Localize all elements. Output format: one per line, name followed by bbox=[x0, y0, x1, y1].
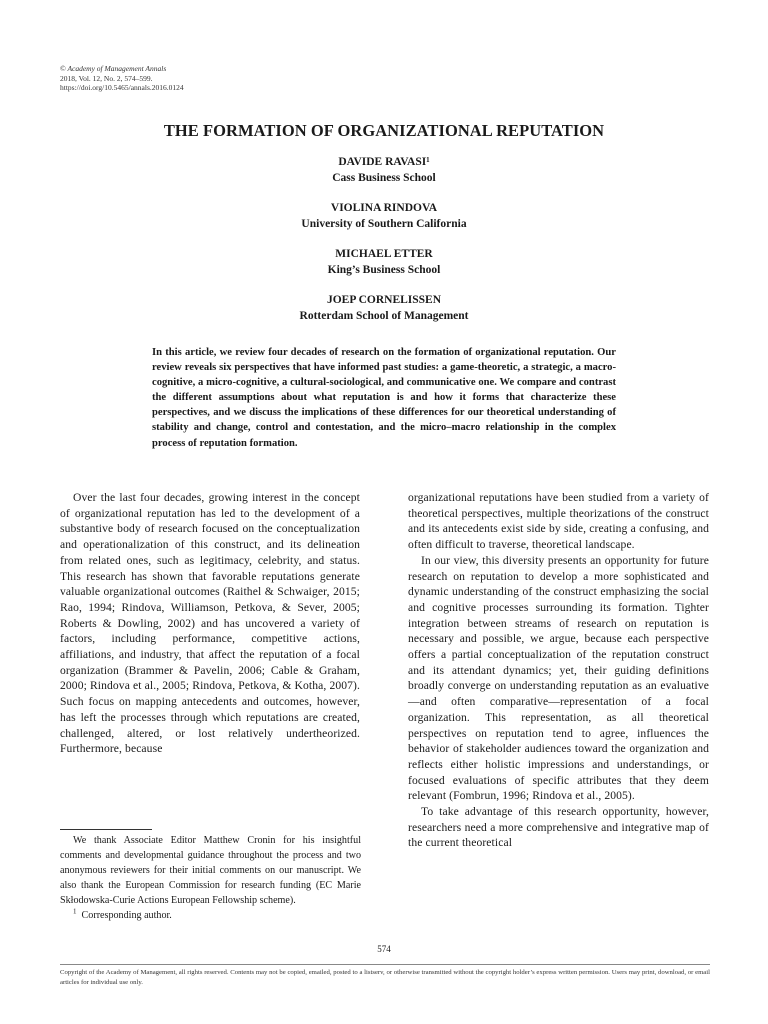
body-column-right bbox=[408, 490, 709, 851]
author-affiliation: King’s Business School bbox=[327, 263, 441, 276]
journal-name: © Academy of Management Annals bbox=[60, 64, 167, 73]
author-block bbox=[0, 247, 768, 278]
journal-info bbox=[60, 64, 184, 93]
copyright-notice: Copyright of the Academy of Management, all rights reserved. Contents may not be copied, emailed, posted to a listserv, or otherwise transmitted without the copyright holder’s express written permission. Users may print, download, or email articles for individual use only. bbox=[60, 964, 710, 987]
body-column-left bbox=[60, 490, 360, 757]
abstract: In this article, we review four decades of research on the formation of organizational reputation. Our review reveals six perspectives that have informed past studies: a game-theoretic, a strategic, a macro-cognitive, a micro-cognitive, a cultural-sociological, and communicative one. We compare and contrast the different assumptions about what reputation is and how it forms that characterize these perspectives, and we discuss the implications of these differences for our theoretical understanding of stability and change, control and contestation, and the micro–macro relationship in the complex process of reputation formation. bbox=[152, 347, 616, 449]
author-block bbox=[0, 201, 768, 232]
author-block bbox=[0, 293, 768, 324]
author-affiliation: Cass Business School bbox=[332, 171, 436, 184]
article-title: THE FORMATION OF ORGANIZATIONAL REPUTATION bbox=[163, 121, 605, 140]
page-number: 574 bbox=[377, 944, 391, 954]
corresponding-author-footnote bbox=[60, 908, 361, 923]
author-name: MICHAEL ETTER bbox=[335, 248, 433, 260]
author-name: VIOLINA RINDOVA bbox=[330, 202, 438, 214]
doi-link[interactable]: https://doi.org/10.5465/annals.2016.0124 bbox=[60, 83, 184, 93]
author-affiliation: University of Southern California bbox=[301, 217, 467, 230]
author-name: JOEP CORNELISSEN bbox=[326, 294, 442, 306]
body-paragraph: In our view, this diversity presents an opportunity for future research on reputation to develop a more sophisticated and dynamic understanding of the construct emphasizing the social and cognitive processes surrounding its formation. Tighter integration between streams of research on reputation is necessary and possible, we argue, because each perspective offers a partial conceptualization of the reputation construct and its attendant dynamics; yet, their guiding definitions broadly converge on understanding reputation as an evaluative—and often comparative—representation of a focal organization. This representation, as all theoretical perspectives on reputation tend to agree, influences the behavior of stakeholder audiences toward the organization and reflects either holistic impressions and understandings, or focused evaluations of specific attributes that they deem relevant (Fombrun, 1996; Rindova et al., 2005). bbox=[408, 553, 709, 803]
journal-volume: 2018, Vol. 12, No. 2, 574–599. bbox=[60, 73, 153, 83]
author-affiliation: Rotterdam School of Management bbox=[299, 309, 469, 322]
corresponding-author-text: Corresponding author. bbox=[81, 910, 172, 921]
footnote-marker: 1 bbox=[73, 907, 77, 916]
footnotes bbox=[60, 833, 361, 923]
acknowledgement-footnote: We thank Associate Editor Matthew Cronin for his insightful comments and developmental guidance throughout the process and two anonymous reviewers for their initial comments on our manuscript. We also thank the European Commission for research funding (EC Marie Skłodowska-Curie Actions European Fellowship scheme). bbox=[60, 835, 361, 906]
body-paragraph: To take advantage of this research opportunity, however, researchers need a more comprehensive and integrative map of the current theoretical bbox=[408, 805, 709, 850]
author-name: DAVIDE RAVASI¹ bbox=[338, 156, 430, 168]
body-paragraph: Over the last four decades, growing interest in the concept of organizational reputation has led to the development of a substantive body of research focused on the conceptualization and operationalization of this construct, and its delineation from related ones, such as legitimacy, celebrity, and status. This research has shown that favorable reputations generate valuable organizational outcomes (Raithel & Schwaiger, 2015; Rao, 1994; Rindova, Williamson, Petkova, & Sever, 2005; Roberts & Dowling, 2002) and has uncovered a variety of factors, including performance, competitive actions, affiliations, and industry, that affect the reputation of a focal organization (Brammer & Pavelin, 2006; Cable & Graham, 2000; Rindova et al., 2005; Rindova, Petkova, & Kotha, 2007). Such focus on mapping antecedents and outcomes, however, has left the processes through which reputations are created, challenged, altered, or lost relatively undertheorized. Furthermore, because bbox=[60, 491, 360, 756]
footnote-divider bbox=[60, 829, 152, 830]
body-paragraph: organizational reputations have been studied from a variety of theoretical perspectives, multiple theorizations of the construct and its antecedents exist side by side, creating a confusing, and often difficult to traverse, theoretical landscape. bbox=[408, 491, 709, 552]
author-block bbox=[0, 155, 768, 186]
